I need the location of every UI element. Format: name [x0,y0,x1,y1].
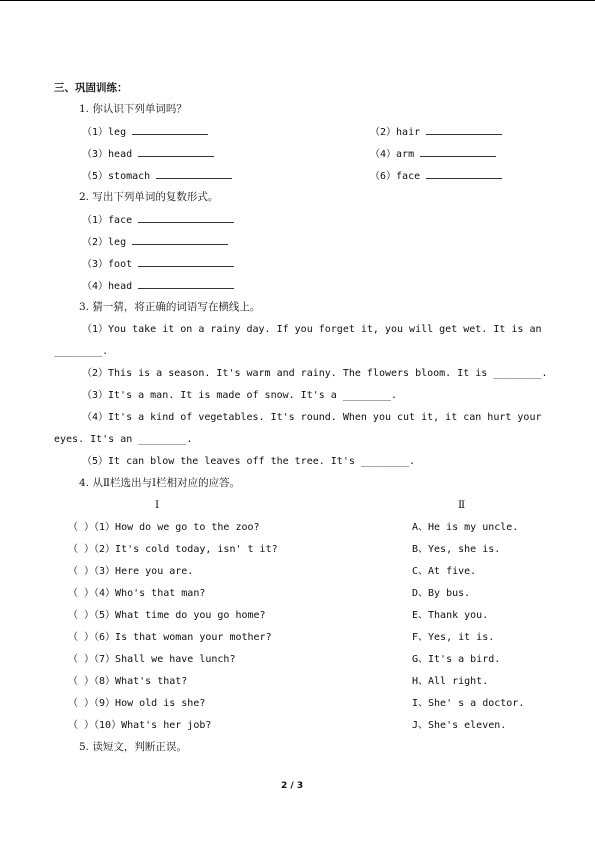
q1-item-4: （4）arm [370,147,496,161]
answer-bracket: （ ） [68,522,95,533]
q1-item-5: （5）stomach [82,169,232,183]
q4-answer-h: H、All right. [412,676,489,687]
q4-row-6: （ ）（6）Is that woman your mother? [68,632,272,643]
q4-row-4: （ ）（4）Who's that man? [68,588,206,599]
section-title: 三、巩固训练： [54,82,128,94]
answer-bracket: （ ） [68,698,95,709]
q4-answer-d: D、By bus. [412,588,471,599]
q2-item-4: （4）head [82,279,234,293]
q3-line-2: ________. [54,346,109,357]
q2-item-1: （1）face [82,213,234,227]
q4-answer-i: I、She' s a doctor. [412,698,525,709]
q1-item-6: （6）face [370,169,502,183]
q4-title: 4. 从Ⅱ栏选出与Ⅰ栏相对应的应答。 [79,477,241,489]
q2-item-3: （3）foot [82,257,234,271]
answer-bracket: （ ） [68,610,95,621]
top-border [0,0,595,1]
q4-answer-f: F、Yes, it is. [412,632,495,643]
q1-item-2: （2）hair [370,125,502,139]
q3-line-3: （2）This is a season. It's warm and rainy. The flowers bloom. It is ________. [82,368,548,379]
q2-item-2: （2）leg [82,235,228,249]
q4-row-1: （ ）（1）How do we go to the zoo? [68,522,260,533]
q4-row-7: （ ）（7）Shall we have lunch? [68,654,236,665]
q4-answer-a: A、He is my uncle. [412,522,519,533]
answer-bracket: （ ） [68,588,95,599]
page-number: 2 / 3 [281,781,304,791]
q3-line-7: （5）It can blow the leaves off the tree. It's ________. [82,456,416,467]
q3-line-4: （3）It's a man. It is made of snow. It's a ________. [82,390,398,401]
q4-row-9: （ ）（9）How old is she? [68,698,206,709]
answer-bracket: （ ） [68,676,95,687]
q4-answer-b: B、Yes, she is. [412,544,501,555]
q4-row-5: （ ）（5）What time do you go home? [68,610,266,621]
answer-bracket: （ ） [68,720,95,731]
answer-bracket: （ ） [68,544,95,555]
q4-row-8: （ ）（8）What's that? [68,676,188,687]
q4-answer-j: J、She's eleven. [412,720,507,731]
q4-row-10: （ ）（10）What's her job? [68,720,212,731]
q1-item-3: （3）head [82,147,214,161]
answer-bracket: （ ） [68,654,95,665]
q5-title: 5. 读短文，判断正误。 [79,741,187,753]
q4-row-3: （ ）（3）Here you are. [68,566,194,577]
q3-line-5: （4）It's a kind of vegetables. It's round. When you cut it, it can hurt your [82,412,542,423]
answer-bracket: （ ） [68,632,95,643]
q2-title: 2. 写出下列单词的复数形式。 [79,191,219,203]
q1-item-1: （1）leg [82,125,208,139]
q4-answer-e: E、Thank you. [412,610,489,621]
q3-line-6: eyes. It's an ________. [54,434,193,445]
q4-answer-g: G、It's a bird. [412,654,501,665]
q1-title: 1. 你认识下列单词吗？ [79,103,187,115]
q3-title: 3. 猜一猜，将正确的词语写在横线上。 [79,301,261,313]
q4-col1-header: Ⅰ [155,499,160,511]
answer-bracket: （ ） [68,566,95,577]
q3-line-1: （1）You take it on a rainy day. If you forget it, you will get wet. It is an [82,324,542,335]
q4-col2-header: Ⅱ [458,499,466,511]
q4-row-2: （ ）（2）It's cold today, isn' t it? [68,544,278,555]
q4-answer-c: C、At five. [412,566,477,577]
